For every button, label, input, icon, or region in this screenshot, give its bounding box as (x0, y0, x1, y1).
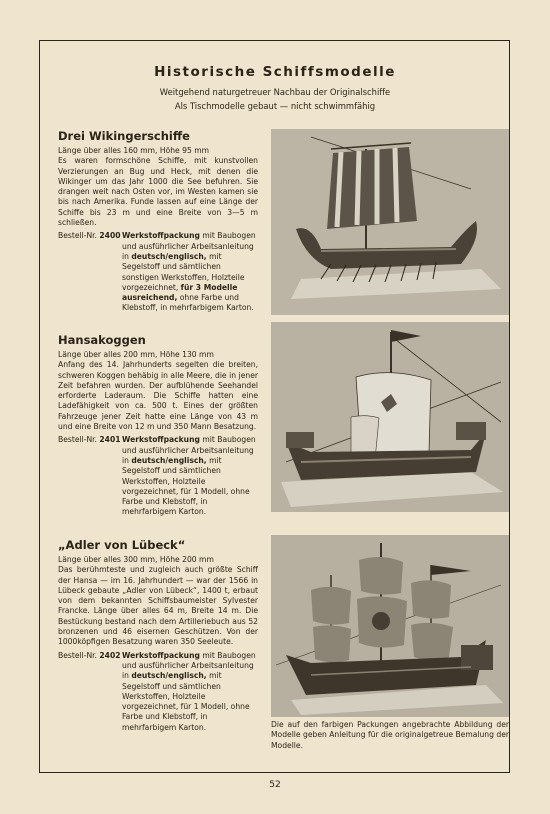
image-caption: Die auf den farbigen Packungen angebrachte Abbildung der Modelle geben Anleitung für die originalgetreue Bemalung der Modelle. (271, 720, 509, 750)
section-dimensions: Länge über alles 300 mm, Höhe 200 mm (58, 555, 214, 564)
order-block (58, 435, 258, 517)
adler-von-luebeck-photo (271, 535, 509, 717)
order-number: Bestell-Nr. 2401 (58, 435, 121, 445)
page-title: Historische Schiffsmodelle (154, 64, 396, 80)
order-block (58, 651, 258, 733)
order-block (58, 231, 258, 313)
page-subtitle-1: Weitgehend naturgetreuer Nachbau der Originalschiffe (159, 87, 391, 97)
section-heading: „Adler von Lübeck“ (58, 538, 186, 552)
order-description: Werkstoffpackung mit Baubogen und ausführlicher Arbeitsanleitung in deutsch/englisch, mit Segelstoff und sämtlichen sonstigen Werkstoffen, Holzteile vorgezeichnet, für 3 Modelle ausreichend, ohne Farbe und Klebstoff, in mehrfarbigem Karton. (122, 231, 256, 313)
order-number: Bestell-Nr. 2400 (58, 231, 121, 241)
section-description: Es waren formschöne Schiffe, mit kunstvollen Verzierungen an Bug und Heck, mit denen die Wikinger um das Jahr 1000 die See befuhren. Sie drangen weit nach Osten vor, im Westen kamen sie bis nach Amerika. Funde lassen auf eine Länge der Schiffe bis 23 m und eine Breite von 3—5 m schließen. (58, 156, 258, 228)
order-number: Bestell-Nr. 2402 (58, 650, 121, 660)
section-heading: Hansakoggen (58, 333, 146, 347)
section-adler-von-luebeck (58, 538, 258, 733)
section-heading: Drei Wikingerschiffe (58, 129, 190, 143)
hansakogge-photo (271, 322, 509, 512)
section-description: Das berühmteste und zugleich auch größte Schiff der Hansa — im 16. Jahrhundert — war der 1566 in Lübeck gebaute „Adler von Lübeck“, 1400 t, erbaut von dem bekannten Schiffsbaumeister Sylvester Francke. Länge über alles 64 m, Breite 14 m. Die Bestückung bestand nach dem Artilleriebuch aus 52 bronzenen und 46 eisernen Geschützen. Von der 1000köpfigen Besatzung waren 350 Seeleute. (58, 565, 258, 647)
section-hansakoggen (58, 333, 258, 518)
viking-ship-photo (271, 129, 509, 315)
section-viking (58, 129, 258, 314)
page-subtitle-2: Als Tischmodelle gebaut — nicht schwimmfähig (174, 101, 376, 111)
order-description: Werkstoffpackung mit Baubogen und ausführlicher Arbeitsanleitung in deutsch/englisch, mit Segelstoff und sämtlichen Werkstoffen, Holzteile vorgezeichnet, für 1 Modell, ohne Farbe und Klebstoff, in mehrfarbigem Karton. (122, 435, 256, 517)
section-dimensions: Länge über alles 200 mm, Höhe 130 mm (58, 350, 214, 359)
section-dimensions: Länge über alles 160 mm, Höhe 95 mm (58, 146, 210, 155)
section-description: Anfang des 14. Jahrhunderts segelten die breiten, schweren Koggen behäbig in alle Meere, die in jener Zeit befahren wurden. Der aufblühende Seehandel erforderte Laderaum. Die Schiffe hatten eine Ladefähigkeit von ca. 500 t. Eines der größten Fahrzeuge jener Zeit hatte eine Länge von 43 m und eine Breite von 12 m und 350 Mann Besatzung. (58, 360, 258, 432)
order-description: Werkstoffpackung mit Baubogen und ausführlicher Arbeitsanleitung in deutsch/englisch, mit Segelstoff und sämtlichen Werkstoffen, Holzteile vorgezeichnet, für 1 Modell, ohne Farbe und Klebstoff, in mehrfarbigem Karton. (122, 650, 256, 732)
page-number: 52 (269, 780, 281, 790)
